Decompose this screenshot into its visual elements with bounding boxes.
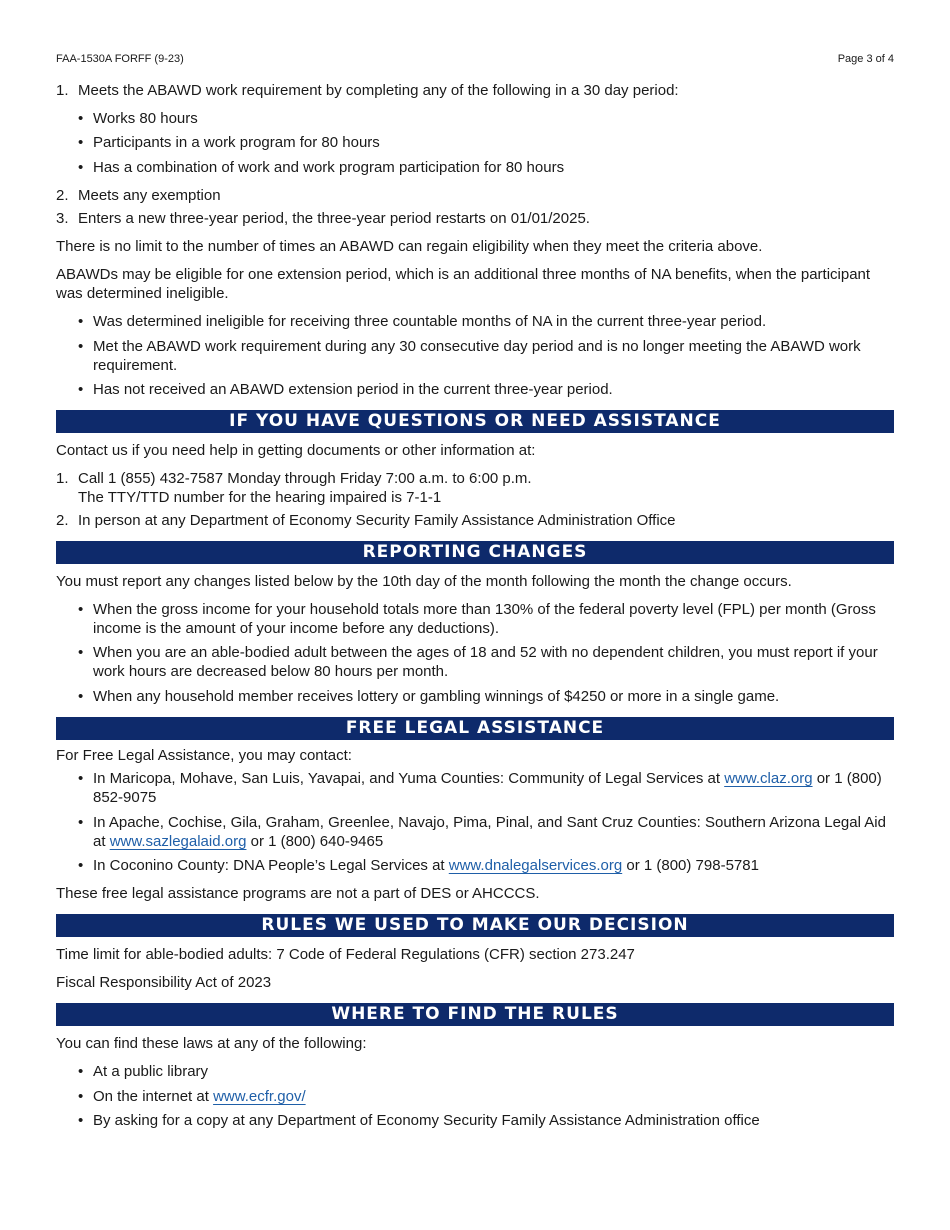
page-number: Page 3 of 4	[837, 53, 894, 65]
sazlegalaid-link[interactable]: www.sazlegalaid.org	[109, 833, 247, 850]
extension-bullet: • Has not received an ABAWD extension period in the current three-year period.	[78, 381, 613, 398]
extension-bullet: • Met the ABAWD work requirement during any 30 consecutive day period and is no longer meeting the ABAWD work requirement.	[78, 338, 861, 374]
reporting-intro: You must report any changes listed below by the 10th day of the month following the month the change occurs.	[56, 573, 792, 590]
questions-heading: IF YOU HAVE QUESTIONS OR NEED ASSISTANCE	[56, 410, 894, 433]
where-intro: You can find these laws at any of the following:	[56, 1035, 367, 1052]
form-id: FAA-1530A FORFF (9-23)	[56, 53, 184, 65]
reporting-bullet: • When the gross income for your household totals more than 130% of the federal poverty level (FPL) per month (Gross income is the amount of your income before any deductions).	[78, 601, 876, 637]
where-bullet-copy: • By asking for a copy at any Department of Economy Security Family Assistance Administration office	[78, 1112, 760, 1129]
no-limit-text: There is no limit to the number of times an ABAWD can regain eligibility when they meet the criteria above.	[56, 238, 763, 255]
legal-intro: For Free Legal Assistance, you may contact:	[56, 747, 352, 764]
reporting-heading: REPORTING CHANGES	[56, 541, 894, 564]
extension-intro: ABAWDs may be eligible for one extension period, which is an additional three months of NA benefits, when the participant was determined ineligible.	[56, 266, 871, 302]
reporting-bullet: • When any household member receives lottery or gambling winnings of $4250 or more in a single game.	[78, 688, 780, 705]
where-heading: WHERE TO FIND THE RULES	[56, 1003, 894, 1026]
questions-intro: Contact us if you need help in getting documents or other information at:	[56, 442, 536, 459]
legal-note: These free legal assistance programs are not a part of DES or AHCCCS.	[56, 885, 540, 902]
rules-line-cfr: Time limit for able-bodied adults: 7 Code of Federal Regulations (CFR) section 273.247	[56, 946, 635, 963]
rules-heading: RULES WE USED TO MAKE OUR DECISION	[56, 914, 894, 937]
where-bullet-library: • At a public library	[78, 1063, 209, 1080]
legal-bullet-maricopa: • In Maricopa, Mohave, San Luis, Yavapai, and Yuma Counties: Community of Legal Services at www.claz.org or 1 (800) 852-9075	[78, 770, 882, 806]
where-bullet-internet: • On the internet at www.ecfr.gov/	[78, 1088, 306, 1105]
extension-bullet: • Was determined ineligible for receiving three countable months of NA in the current three-year period.	[78, 313, 767, 330]
regain-sub-bullet: • Participants in a work program for 80 hours	[78, 134, 380, 151]
claz-link[interactable]: www.claz.org	[724, 770, 813, 787]
legal-bullet-apache: • In Apache, Cochise, Gila, Graham, Greenlee, Navajo, Pima, Pinal, and Sant Cruz Counties: Southern Arizona Legal Aid at www.sazlegalaid.org or 1 (800) 640-9465	[78, 814, 886, 850]
regain-sub-bullet: • Works 80 hours	[78, 110, 198, 127]
reporting-bullet: • When you are an able-bodied adult between the ages of 18 and 52 with no dependent children, you must report if your work hours are decreased below 80 hours per month.	[78, 644, 878, 680]
questions-item-2: 2. In person at any Department of Economy Security Family Assistance Administration Office	[56, 512, 676, 529]
regain-item-3: 3. Enters a new three-year period, the three-year period restarts on 01/01/2025.	[56, 210, 590, 227]
ecfr-link[interactable]: www.ecfr.gov/	[213, 1088, 306, 1105]
regain-item-2: 2. Meets any exemption	[56, 187, 221, 204]
legal-bullet-coconino: • In Coconino County: DNA People’s Legal Services at www.dnalegalservices.org or 1 (800) 798-5781	[78, 857, 759, 874]
regain-item-1: 1. Meets the ABAWD work requirement by completing any of the following in a 30 day period:	[56, 82, 679, 99]
regain-sub-bullet: • Has a combination of work and work program participation for 80 hours	[78, 159, 565, 176]
legal-heading: FREE LEGAL ASSISTANCE	[56, 717, 894, 740]
rules-line-fra: Fiscal Responsibility Act of 2023	[56, 974, 272, 991]
questions-item-1: 1. Call 1 (855) 432-7587 Monday through Friday 7:00 a.m. to 6:00 p.m. The TTY/TTD number for the hearing impaired is 7-1-1	[56, 470, 532, 506]
dnalegalservices-link[interactable]: www.dnalegalservices.org	[448, 857, 623, 874]
